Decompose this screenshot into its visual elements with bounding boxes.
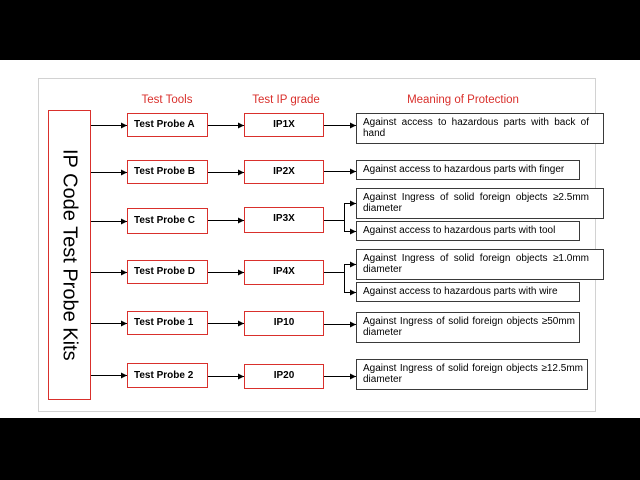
diagram-title: IP Code Test Probe Kits [58,149,81,361]
meaning-box-ip10: Against Ingress of solid foreign objects ≥50mm diameter [356,312,580,343]
grade-box-ip3x: IP3X [244,207,324,233]
title-box [48,110,91,400]
meaning-box-ip3x-ingress: Against Ingress of solid foreign objects ≥2.5mm diameter [356,188,604,219]
tool-box-test-probe-c: Test Probe C [127,208,208,234]
tool-box-test-probe-b: Test Probe B [127,160,208,184]
header-test-tools: Test Tools [141,94,193,106]
meaning-box-ip2x: Against access to hazardous parts with finger [356,160,580,180]
meaning-box-ip3x-access: Against access to hazardous parts with tool [356,221,580,241]
tool-box-test-probe-a: Test Probe A [127,113,208,137]
tool-box-test-probe-2: Test Probe 2 [127,363,208,388]
meaning-box-ip4x-ingress: Against Ingress of solid foreign objects ≥1.0mm diameter [356,249,604,280]
meaning-box-ip20: Against Ingress of solid foreign objects ≥12.5mm diameter [356,359,588,390]
meaning-box-ip1x: Against access to hazardous parts with back of hand [356,113,604,144]
header-meaning-of-protection: Meaning of Protection [407,94,519,106]
grade-box-ip10: IP10 [244,311,324,336]
tool-box-test-probe-1: Test Probe 1 [127,311,208,335]
header-test-ip-grade: Test IP grade [252,94,320,106]
grade-box-ip2x: IP2X [244,160,324,184]
meaning-box-ip4x-access: Against access to hazardous parts with wire [356,282,580,302]
tool-box-test-probe-d: Test Probe D [127,260,208,284]
grade-box-ip20: IP20 [244,364,324,389]
grade-box-ip4x: IP4X [244,260,324,285]
grade-box-ip1x: IP1X [244,113,324,137]
